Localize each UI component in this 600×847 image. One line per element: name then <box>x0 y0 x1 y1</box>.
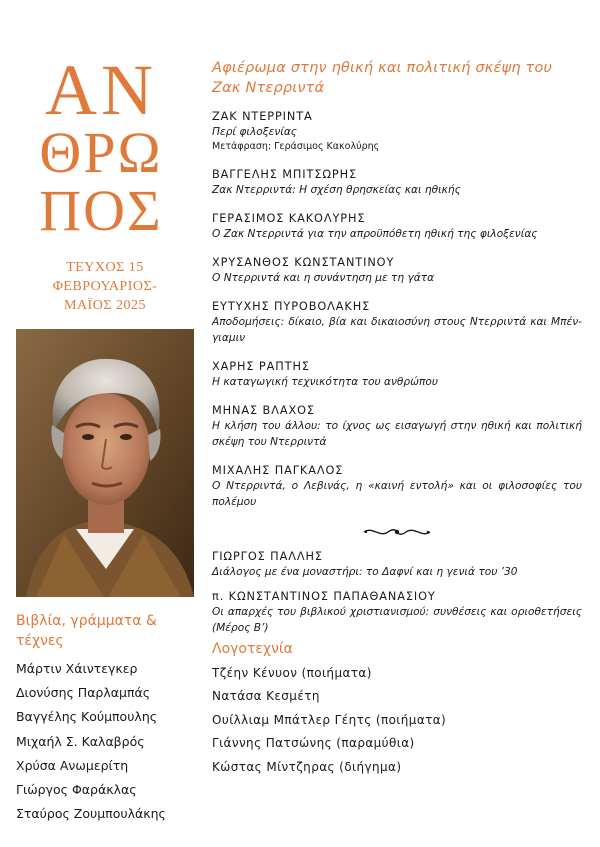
entry-title: Ζακ Ντερριντά: Η σχέση θρησκείας και ηθικής <box>212 184 461 196</box>
list-item: Βαγγέλης Κούμπουλης <box>16 709 158 725</box>
entry-title: Οι απαρχές του βιβλικού χριστιανισμού: συνθέσεις και οριοθετήσεις (Μέρος Β’) <box>212 606 582 634</box>
entry-title: Αποδομήσεις: δίκαιο, βία και δικαιοσύνη στους Ντερριντά και Μπέν-γιαμιν <box>212 316 582 344</box>
masthead-line-3: ΠΟΣ <box>39 178 163 243</box>
entry-author: ΜΙΧΑΛΗΣ ΠΑΓΚΑΛΟΣ <box>212 464 344 477</box>
entry-title: Ο Ντερριντά και η συνάντηση με τη γάτα <box>212 272 435 284</box>
entry-author: ΒΑΓΓΕΛΗΣ ΜΠΙΤΣΩΡΗΣ <box>212 168 358 181</box>
list-item: Μιχαήλ Σ. Καλαβρός <box>16 733 145 749</box>
contents-entry <box>212 212 582 242</box>
list-item: Χρύσα Ανωμερίτη <box>16 757 129 773</box>
list-item: Τζέην Κένυον (ποιήματα) <box>212 666 372 680</box>
entry-author: π. ΚΩΝΣΤΑΝΤΙΝΟΣ ΠΑΠΑΘΑΝΑΣΙΟΥ <box>212 590 436 603</box>
issue-info <box>16 258 194 315</box>
entry-author: ΜΗΝΑΣ ΒΛΑΧΟΣ <box>212 404 315 417</box>
left-column <box>0 0 200 847</box>
entry-title: Διάλογος με ένα μοναστήρι: το Δαφνί και η γενιά του ’30 <box>212 566 518 578</box>
literature-list <box>212 664 582 781</box>
entry-author: ΓΙΩΡΓΟΣ ΠΑΛΛΗΣ <box>212 550 323 563</box>
books-heading: Βιβλία, γράμματα & τέχνες <box>16 613 157 649</box>
list-item: Νατάσα Κεσμέτη <box>212 689 320 704</box>
list-item: Σταύρος Ζουμπουλάκης <box>16 806 166 822</box>
masthead-line-2: ΘΡΩ <box>39 120 163 185</box>
entry-author: ΧΑΡΗΣ ΡΑΠΤΗΣ <box>212 360 310 373</box>
contents-entry <box>212 110 582 154</box>
dedication-title: Αφιέρωμα στην ηθική και πολιτική σκέψη του Ζακ Ντερριντά <box>212 60 553 96</box>
entry-author: ΓΕΡΑΣΙΜΟΣ ΚΑΚΟΛΥΡΗΣ <box>212 212 366 225</box>
entry-translator: Μετάφραση: Γεράσιμος Κακολύρης <box>212 141 380 152</box>
issue-number: ΤΕΥΧΟΣ 15 <box>66 260 144 275</box>
entry-author: ΕΥΤΥΧΗΣ ΠΥΡΟΒΟΛΑΚΗΣ <box>212 300 371 313</box>
entry-title: Περί φιλοξενίας <box>212 126 298 138</box>
list-item: Ουίλλιαμ Μπάτλερ Γέητς (ποιήματα) <box>212 712 447 727</box>
ornament-divider <box>212 524 582 540</box>
contents-entry <box>212 256 582 286</box>
list-item: Γιώργος Φαράκλας <box>16 781 137 797</box>
list-item: Κώστας Μίντζηρας (διήγημα) <box>212 759 402 774</box>
list-item: Διονύσης Παρλαμπάς <box>16 685 151 701</box>
list-item: Μάρτιν Χάιντεγκερ <box>16 661 138 676</box>
contents-entry <box>212 590 582 636</box>
entry-title: Ο Ζακ Ντερριντά για την απροϋπόθετη ηθική της φιλοξενίας <box>212 228 538 240</box>
contents-entry <box>212 360 582 390</box>
contents-entry <box>212 464 582 510</box>
entry-author: ΖΑΚ ΝΤΕΡΡΙΝΤΑ <box>212 110 313 123</box>
issue-period-2: ΜΑΪΟΣ 2025 <box>64 298 146 313</box>
ornament-icon <box>362 525 432 539</box>
literature-heading: Λογοτεχνία <box>212 641 293 657</box>
books-list <box>16 660 196 829</box>
portrait-illustration <box>16 329 194 597</box>
contents-entry <box>212 168 582 198</box>
entry-title: Ο Ντερριντά, ο Λεβινάς, η «καινή εντολή» και οι φιλοσοφίες του πολέμου <box>212 480 582 508</box>
entry-title: Η κλήση του άλλου: το ίχνος ως εισαγωγή στην ηθική και πολιτική σκέψη του Ντερριντά <box>212 420 582 448</box>
contents-entry <box>212 404 582 450</box>
contents-entry <box>212 300 582 346</box>
entry-author: ΧΡΥΣΑΝΘΟΣ ΚΩΝΣΤΑΝΤΙΝΟΥ <box>212 256 395 269</box>
issue-period-1: ΦΕΒΡΟΥΑΡΙΟΣ- <box>52 279 158 294</box>
contents-entry <box>212 550 582 580</box>
cover-portrait-photo <box>16 329 194 597</box>
entry-title: Η καταγωγική τεχνικότητα του ανθρώπου <box>212 376 438 388</box>
masthead-line-1: ΑΝ <box>45 50 157 130</box>
contents-column <box>212 58 582 781</box>
list-item: Γιάννης Πατσώνης (παραμύθια) <box>212 736 415 751</box>
